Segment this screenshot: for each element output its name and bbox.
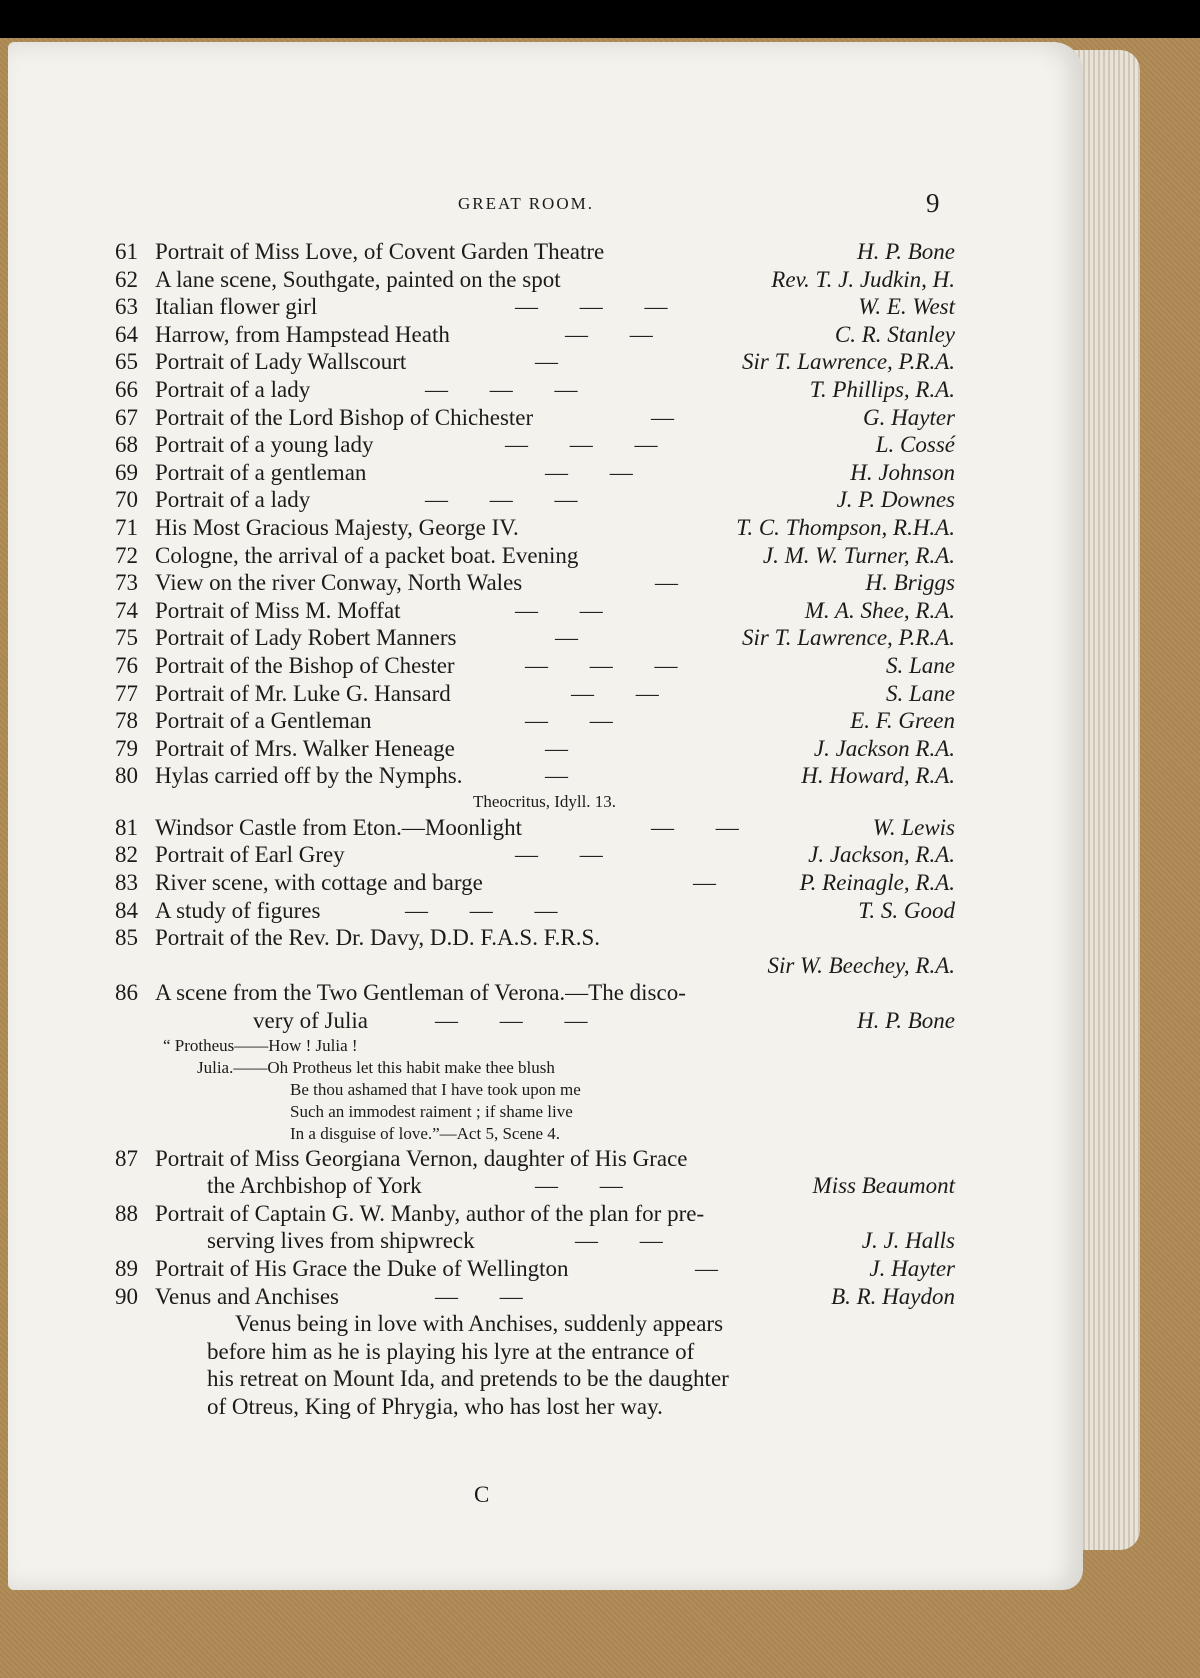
entry-artist: E. F. Green bbox=[850, 708, 955, 734]
quote-line: Such an immodest raiment ; if shame live bbox=[290, 1101, 573, 1121]
entry-number: 82 bbox=[115, 842, 138, 868]
entry-number: 77 bbox=[115, 680, 138, 706]
entry-artist: J. P. Downes bbox=[836, 487, 955, 513]
entry-number: 83 bbox=[115, 870, 138, 896]
entry-artist: Miss Beaumont bbox=[812, 1173, 955, 1199]
entry-artist: W. E. West bbox=[858, 294, 955, 320]
entry-title: View on the river Conway, North Wales bbox=[155, 570, 523, 596]
entry-67 bbox=[115, 404, 955, 432]
entry-dashes: — bbox=[693, 870, 734, 896]
entry-title-continuation: serving lives from shipwreck bbox=[207, 1228, 475, 1254]
entry-number: 81 bbox=[115, 814, 138, 840]
entry-number: 86 bbox=[115, 980, 138, 1006]
entry-title: Portrait of Mrs. Walker Heneage bbox=[155, 735, 455, 761]
entry-85-artist-line bbox=[115, 952, 955, 980]
entry-90-description: Venus being in love with Anchises, suddenly appears bbox=[235, 1311, 724, 1337]
entry-62 bbox=[115, 266, 955, 294]
entry-number: 73 bbox=[115, 570, 138, 596]
entry-82 bbox=[115, 841, 955, 869]
entry-61 bbox=[115, 238, 955, 266]
entry-number: 70 bbox=[115, 487, 138, 513]
entry-number: 79 bbox=[115, 735, 138, 761]
entry-63 bbox=[115, 293, 955, 321]
entry-72 bbox=[115, 542, 955, 570]
entry-dashes: — — bbox=[435, 1283, 541, 1309]
entry-title: Portrait of a gentleman bbox=[155, 459, 367, 485]
entry-dashes: — — — bbox=[425, 487, 596, 513]
page-header bbox=[8, 188, 1083, 224]
entry-dashes: — — bbox=[535, 1173, 641, 1199]
entry-dashes: — bbox=[535, 349, 576, 375]
entry-66 bbox=[115, 376, 955, 404]
entry-dashes: — — — bbox=[435, 1008, 606, 1034]
entry-number: 61 bbox=[115, 239, 138, 264]
entry-81 bbox=[115, 814, 955, 842]
entry-87 bbox=[115, 1145, 955, 1173]
entry-artist: J. Jackson R.A. bbox=[813, 735, 955, 761]
entry-title: Portrait of the Lord Bishop of Chichester bbox=[155, 404, 534, 430]
entry-artist: C. R. Stanley bbox=[834, 321, 955, 347]
entry-83 bbox=[115, 869, 955, 897]
entry-number: 76 bbox=[115, 652, 138, 678]
entry-title: Portrait of Lady Wallscourt bbox=[155, 349, 407, 375]
entry-80 bbox=[115, 762, 955, 790]
entry-64 bbox=[115, 321, 955, 349]
entry-dashes: — bbox=[651, 404, 692, 430]
entry-number: 63 bbox=[115, 294, 138, 320]
entry-86-continuation bbox=[115, 1007, 955, 1035]
entry-dashes: — — bbox=[525, 708, 631, 734]
entry-79 bbox=[115, 735, 955, 763]
entry-dashes: — — bbox=[545, 459, 651, 485]
entry-title: Harrow, from Hampstead Heath bbox=[155, 321, 450, 347]
entry-artist: J. M. W. Turner, R.A. bbox=[762, 542, 955, 568]
entry-dashes: — — — bbox=[505, 432, 676, 458]
entry-artist: H. Howard, R.A. bbox=[801, 763, 955, 789]
entry-70 bbox=[115, 486, 955, 514]
entry-89 bbox=[115, 1255, 955, 1283]
entry-title: Portrait of Earl Grey bbox=[155, 842, 345, 868]
book-page bbox=[8, 42, 1083, 1590]
entry-artist: S. Lane bbox=[886, 652, 955, 678]
entry-90-description: before him as he is playing his lyre at the entrance of bbox=[207, 1338, 695, 1364]
entry-number: 75 bbox=[115, 625, 138, 651]
entry-artist: H. P. Bone bbox=[857, 239, 955, 264]
entry-dashes: — — bbox=[515, 597, 621, 623]
entry-87-continuation bbox=[115, 1172, 955, 1200]
entry-77 bbox=[115, 680, 955, 708]
entry-title: Portrait of Lady Robert Manners bbox=[155, 625, 457, 651]
entry-80-source: Theocritus, Idyll. 13. bbox=[473, 791, 617, 811]
quote-line: In a disguise of love.”—Act 5, Scene 4. bbox=[290, 1123, 561, 1143]
entry-title: Cologne, the arrival of a packet boat. Evening bbox=[155, 542, 579, 568]
entry-title: Portrait of a young lady bbox=[155, 432, 374, 458]
entry-number: 62 bbox=[115, 266, 138, 292]
entry-title: Portrait of Miss Love, of Covent Garden Theatre bbox=[155, 239, 605, 264]
entry-dashes: — bbox=[545, 763, 586, 789]
entry-number: 69 bbox=[115, 459, 138, 485]
entry-artist: T. S. Good bbox=[858, 897, 955, 923]
entry-artist: T. Phillips, R.A. bbox=[809, 376, 955, 402]
entry-title: Portrait of Mr. Luke G. Hansard bbox=[155, 680, 451, 706]
entry-title: River scene, with cottage and barge bbox=[155, 870, 483, 896]
entry-title: A scene from the Two Gentleman of Verona.—The disco- bbox=[155, 980, 686, 1006]
entry-dashes: — bbox=[555, 625, 596, 651]
page-number: 9 bbox=[926, 188, 940, 218]
entry-title: Portrait of Miss M. Moffat bbox=[155, 597, 401, 623]
entry-dashes: — — bbox=[651, 814, 757, 840]
entry-76 bbox=[115, 652, 955, 680]
entry-number: 80 bbox=[115, 763, 138, 789]
entry-number: 71 bbox=[115, 514, 138, 540]
entry-artist: H. P. Bone bbox=[857, 1008, 955, 1034]
entry-number: 90 bbox=[115, 1283, 138, 1309]
quote-line: “ Protheus——How ! Julia ! bbox=[163, 1035, 358, 1055]
entry-number: 78 bbox=[115, 708, 138, 734]
entry-85 bbox=[115, 924, 955, 952]
entry-artist: S. Lane bbox=[886, 680, 955, 706]
entry-65 bbox=[115, 348, 955, 376]
entry-title: Hylas carried off by the Nymphs. bbox=[155, 763, 463, 789]
entry-title: A lane scene, Southgate, painted on the spot bbox=[155, 266, 561, 292]
entry-number: 72 bbox=[115, 542, 138, 568]
entry-dashes: — bbox=[695, 1256, 736, 1281]
entry-title: Portrait of Captain G. W. Manby, author of the plan for pre- bbox=[155, 1200, 705, 1226]
entry-title: Portrait of a lady bbox=[155, 487, 311, 513]
entry-dashes: — — bbox=[565, 321, 671, 347]
entry-number: 68 bbox=[115, 432, 138, 458]
entry-artist: M. A. Shee, R.A. bbox=[804, 597, 955, 623]
entry-78 bbox=[115, 707, 955, 735]
entry-artist: B. R. Haydon bbox=[831, 1283, 955, 1309]
entry-artist: Sir T. Lawrence, P.R.A. bbox=[742, 349, 955, 375]
entry-dashes: — bbox=[655, 570, 696, 596]
entry-artist: Rev. T. J. Judkin, H. bbox=[771, 266, 955, 292]
entry-dashes: — — — bbox=[405, 897, 576, 923]
entry-title: A study of figures bbox=[155, 897, 321, 923]
entry-number: 65 bbox=[115, 349, 138, 375]
entry-88 bbox=[115, 1200, 955, 1228]
entry-title: Portrait of the Rev. Dr. Davy, D.D. F.A.S. F.R.S. bbox=[155, 925, 601, 951]
entry-86 bbox=[115, 979, 955, 1007]
signature-mark: C bbox=[474, 1482, 490, 1507]
entry-title-continuation: very of Julia bbox=[253, 1008, 368, 1034]
entry-90-description: of Otreus, King of Phrygia, who has lost her way. bbox=[207, 1393, 663, 1419]
entry-title: Portrait of Miss Georgiana Vernon, daughter of His Grace bbox=[155, 1145, 688, 1171]
entry-title: Italian flower girl bbox=[155, 294, 318, 320]
entry-88-continuation bbox=[115, 1227, 955, 1255]
entry-title: Portrait of a lady bbox=[155, 376, 311, 402]
entry-number: 66 bbox=[115, 376, 138, 402]
entry-dashes: — — bbox=[515, 842, 621, 868]
entry-title: Portrait of the Bishop of Chester bbox=[155, 652, 455, 678]
entry-artist: L. Cossé bbox=[875, 432, 955, 458]
entry-artist: G. Hayter bbox=[863, 404, 955, 430]
entry-title: Portrait of a Gentleman bbox=[155, 708, 372, 734]
entry-artist: H. Johnson bbox=[850, 459, 955, 485]
entry-69 bbox=[115, 459, 955, 487]
entry-title: Windsor Castle from Eton.—Moonlight bbox=[155, 814, 523, 840]
entry-artist: Sir T. Lawrence, P.R.A. bbox=[742, 625, 955, 651]
running-head: GREAT ROOM. bbox=[458, 194, 594, 213]
entry-68 bbox=[115, 431, 955, 459]
page-content bbox=[8, 42, 1083, 1590]
quote-line: Be thou ashamed that I have took upon me bbox=[290, 1079, 581, 1099]
entry-71 bbox=[115, 514, 955, 542]
entry-74 bbox=[115, 597, 955, 625]
entry-title-continuation: the Archbishop of York bbox=[207, 1173, 422, 1199]
entry-artist: J. Hayter bbox=[869, 1256, 955, 1281]
entry-number: 67 bbox=[115, 404, 138, 430]
entry-title: Venus and Anchises bbox=[155, 1283, 339, 1309]
entry-dashes: — — bbox=[575, 1228, 681, 1254]
entry-number: 88 bbox=[115, 1200, 138, 1226]
entry-artist: J. Jackson, R.A. bbox=[808, 842, 955, 868]
entry-number: 64 bbox=[115, 321, 138, 347]
entry-dashes: — — bbox=[571, 680, 677, 706]
entry-artist: P. Reinagle, R.A. bbox=[799, 870, 955, 896]
entry-dashes: — — — bbox=[525, 652, 696, 678]
entry-artist: Sir W. Beechey, R.A. bbox=[767, 952, 955, 978]
entry-dashes: — bbox=[545, 735, 586, 761]
entry-dashes: — — — bbox=[515, 294, 686, 320]
entry-number: 89 bbox=[115, 1256, 138, 1281]
entry-artist: H. Briggs bbox=[865, 570, 955, 596]
entry-number: 87 bbox=[115, 1145, 138, 1171]
quote-line: Julia.——Oh Protheus let this habit make thee blush bbox=[197, 1057, 555, 1077]
entry-number: 74 bbox=[115, 597, 138, 623]
entry-75 bbox=[115, 624, 955, 652]
entry-84 bbox=[115, 897, 955, 925]
catalogue-entries bbox=[115, 238, 955, 1421]
entry-artist: W. Lewis bbox=[872, 814, 955, 840]
entry-dashes: — — — bbox=[425, 376, 596, 402]
entry-title: Portrait of His Grace the Duke of Wellington bbox=[155, 1256, 569, 1281]
entry-number: 85 bbox=[115, 925, 138, 951]
entry-number: 84 bbox=[115, 897, 138, 923]
entry-artist: J. J. Halls bbox=[861, 1228, 955, 1254]
entry-title: His Most Gracious Majesty, George IV. bbox=[155, 514, 519, 540]
entry-73 bbox=[115, 569, 955, 597]
entry-artist: T. C. Thompson, R.H.A. bbox=[736, 514, 955, 540]
entry-90-description: his retreat on Mount Ida, and pretends to be the daughter bbox=[207, 1366, 729, 1392]
entry-90 bbox=[115, 1283, 955, 1311]
